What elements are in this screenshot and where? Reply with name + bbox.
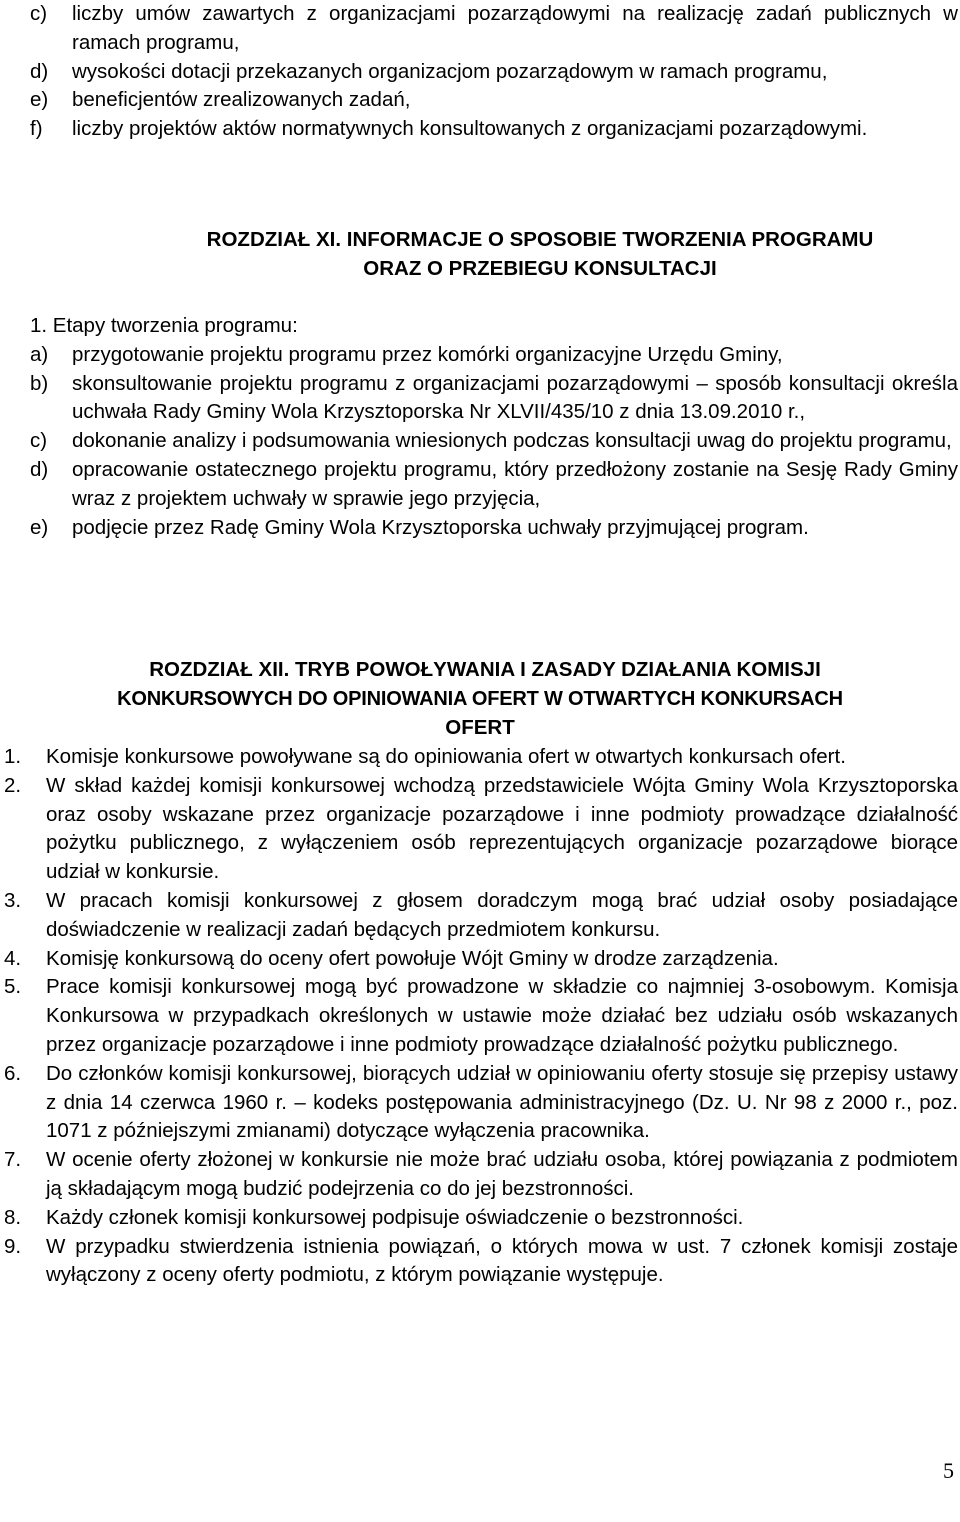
chapter-12-heading	[0, 656, 960, 742]
item-text: opracowanie ostatecznego projektu programu, który przedłożony zostanie na Sesję Rady Gminy wraz z projektem uchwały w sprawie jego przyjęcia,	[72, 457, 958, 510]
item-text: Do członków komisji konkursowej, biorących udział w opiniowaniu oferty stosuje się przepisy ustawy z dnia 14 czerwca 1960 r. – kodeks postępowania administracyjnego (Dz. U. Nr 98 z 2000 r., poz. 1071 z późniejszymi zmianami) dotyczące wyłączenia pracownika.	[46, 1061, 958, 1143]
item-label: 6.	[4, 1061, 22, 1085]
chapter-12-body	[4, 743, 958, 1290]
item-text: W pracach komisji konkursowej z głosem doradczym mogą brać udział osoby posiadające doświadczenie w realizacji zadań będących przedmiotem konkursu.	[46, 888, 958, 941]
list-item	[30, 427, 958, 456]
heading-line: ORAZ O PRZEBIEGU KONSULTACJI	[363, 256, 717, 280]
list-item	[30, 456, 958, 514]
list-item	[4, 945, 958, 974]
item-text: przygotowanie projektu programu przez komórki organizacyjne Urzędu Gminy,	[72, 342, 783, 366]
item-label: c)	[30, 429, 48, 453]
list-item	[4, 1060, 958, 1146]
item-text: dokonanie analizy i podsumowania wniesionych podczas konsultacji uwag do projektu programu,	[72, 429, 952, 453]
item-text: liczby umów zawartych z organizacjami pozarządowymi na realizację zadań publicznych w ramach programu,	[72, 2, 958, 54]
list-item	[4, 772, 958, 887]
item-label: f)	[30, 117, 43, 141]
item-label: 5.	[4, 975, 22, 999]
chapter-11-body	[30, 312, 958, 542]
item-label: 8.	[4, 1205, 22, 1229]
item-text: wysokości dotacji przekazanych organizacjom pozarządowym w ramach programu,	[72, 59, 828, 83]
item-label: a)	[30, 342, 49, 366]
list-item	[30, 341, 958, 370]
list-item	[30, 370, 958, 428]
list-item	[4, 1233, 958, 1291]
item-label: b)	[30, 371, 49, 395]
list-item	[30, 115, 958, 144]
page-number: 5	[943, 1458, 954, 1483]
item-text: Komisję konkursową do oceny ofert powołuje Wójt Gminy w drodze zarządzenia.	[46, 946, 779, 970]
list-item	[30, 86, 958, 115]
heading-line: KONKURSOWYCH DO OPINIOWANIA OFERT W OTWARTYCH KONKURSACH	[117, 687, 843, 710]
item-text: W przypadku stwierdzenia istnienia powiązań, o których mowa w ust. 7 członek komisji zostaje wyłączony z oceny oferty podmiotu, z którym powiązanie występuje.	[46, 1234, 958, 1287]
heading-line: ROZDZIAŁ XI. INFORMACJE O SPOSOBIE TWORZENIA PROGRAMU	[206, 228, 874, 251]
chapter-11-heading	[120, 226, 960, 284]
list-item	[30, 0, 958, 58]
point-1-title: 1. Etapy tworzenia programu:	[30, 314, 298, 337]
item-text: podjęcie przez Radę Gminy Wola Krzysztoporska uchwały przyjmującej program.	[72, 515, 809, 539]
item-label: 4.	[4, 946, 22, 970]
item-label: c)	[30, 2, 48, 25]
list-item	[4, 1146, 958, 1204]
item-label: 2.	[4, 773, 22, 797]
list-item	[30, 58, 958, 87]
item-text: W skład każdej komisji konkursowej wchodzą przedstawiciele Wójta Gminy Wola Krzysztoporska oraz osoby wskazane przez organizacje pozarządowe i inne podmioty prowadzące działalność pożytku publicznego, z wyłączeniem osób reprezentujących organizacje pozarządowe biorące udział w konkursie.	[46, 773, 958, 884]
item-label: d)	[30, 457, 49, 481]
item-text: Komisje konkursowe powoływane są do opiniowania ofert w otwartych konkursach ofert.	[46, 745, 846, 768]
list-item	[4, 1204, 958, 1233]
item-label: 3.	[4, 888, 22, 912]
list-item	[4, 887, 958, 945]
item-label: 9.	[4, 1234, 22, 1258]
item-label: 1.	[4, 745, 22, 768]
item-label: e)	[30, 515, 49, 539]
continued-list	[30, 0, 958, 144]
heading-line: ROZDZIAŁ XII. TRYB POWOŁYWANIA I ZASADY DZIAŁANIA KOMISJI	[149, 658, 821, 681]
item-text: skonsultowanie projektu programu z organizacjami pozarządowymi – sposób konsultacji określa uchwała Rady Gminy Wola Krzysztoporska Nr XLVII/435/10 z dnia 13.09.2010 r.,	[72, 371, 958, 424]
item-label: d)	[30, 59, 49, 83]
heading-line: OFERT	[445, 715, 515, 739]
list-item	[30, 514, 958, 543]
list-item	[4, 973, 958, 1059]
item-label: e)	[30, 88, 49, 112]
item-text: W ocenie oferty złożonej w konkursie nie może brać udziału osoba, której powiązania z podmiotem ją składającym mogą budzić podejrzenia co do jej bezstronności.	[46, 1148, 958, 1200]
item-text: liczby projektów aktów normatywnych konsultowanych z organizacjami pozarządowymi.	[72, 117, 868, 141]
item-label: 7.	[4, 1148, 22, 1172]
item-text: Każdy członek komisji konkursowej podpisuje oświadczenie o bezstronności.	[46, 1205, 744, 1229]
item-text: Prace komisji konkursowej mogą być prowadzone w składzie co najmniej 3-osobowym. Komisja Konkursowa w przypadkach określonych w ustawie może działać bez udziału osób wskazanych przez organizacje pozarządowe i inne podmioty prowadzące działalność pożytku publicznego.	[46, 975, 958, 1056]
list-item	[4, 743, 958, 772]
item-text: beneficjentów zrealizowanych zadań,	[72, 88, 411, 112]
